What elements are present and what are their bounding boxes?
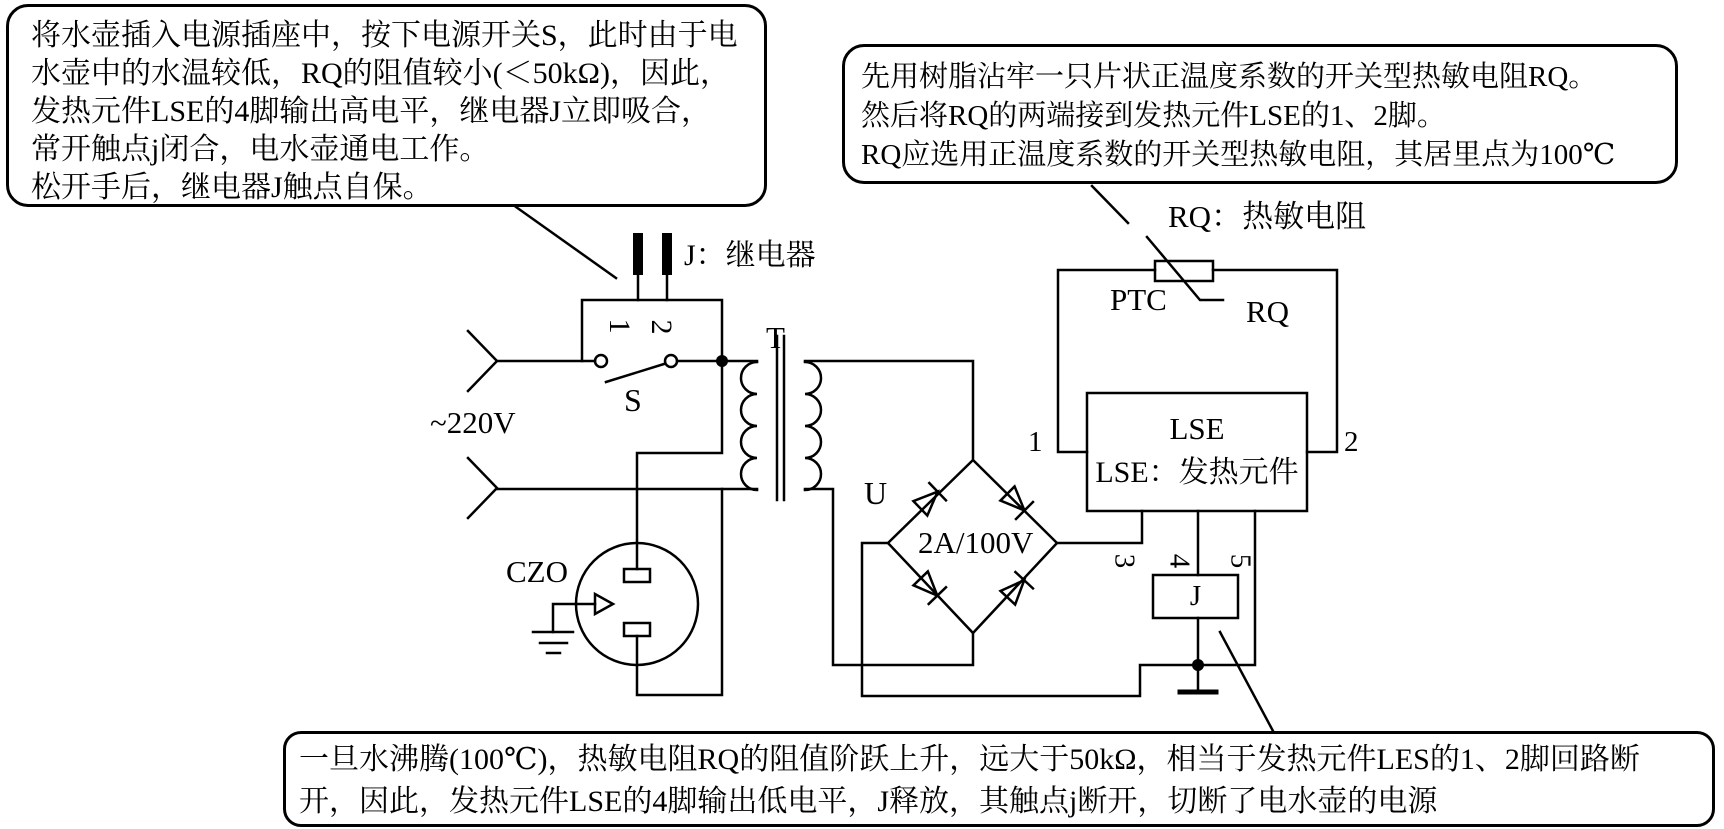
diode: [912, 483, 946, 517]
lse-pin-3: 3: [1108, 553, 1141, 569]
callout-line: 一旦水沸腾(100℃)，热敏电阻RQ的阻值阶跃上升，远大于50kΩ，相当于发热元件LES的1、2脚回路断: [299, 743, 1640, 776]
thermistor-type-label: PTC: [1110, 282, 1167, 317]
leader-bottom: [1220, 632, 1273, 731]
mains-wires: [497, 361, 757, 489]
callout-bottom: [283, 731, 1715, 827]
junction-dot: [1192, 659, 1204, 671]
callout-line: 将水壶插入电源插座中，按下电源开关S，此时由于电: [31, 19, 738, 52]
primary-winding: [741, 362, 757, 490]
callout-line: 开，因此，发热元件LSE的4脚输出低电平，J释放，其触点j断开，切断了电水壶的电源: [299, 785, 1438, 818]
socket-feed-wires: [637, 361, 722, 695]
core-lines: [777, 336, 784, 500]
power-switch: [595, 355, 677, 382]
switch-label: S: [624, 382, 642, 418]
callout-line: 水壶中的水温较低，RQ的阻值较小(＜50kΩ)，因此，: [31, 57, 730, 90]
lse-pin-1: 1: [1028, 426, 1043, 458]
callout-line: 常开触点j闭合，电水壶通电工作。: [31, 133, 490, 166]
thermistor-ref-label: RQ: [1246, 294, 1290, 329]
thermistor-caption: RQ：热敏电阻: [1168, 199, 1367, 234]
lse-pin-4: 4: [1163, 553, 1196, 569]
secondary-winding: [805, 362, 821, 490]
earth-ground-symbol: [533, 632, 573, 653]
relay-contact-pin-1: 1: [603, 318, 636, 334]
earth-pin-arrow: [595, 594, 613, 614]
socket-label: CZO: [506, 554, 568, 589]
callout-line: 发热元件LSE的4脚输出高电平，继电器J立即吸合，: [31, 95, 712, 128]
relay-coil-label: J: [1189, 580, 1202, 612]
mains-voltage-label: ~220V: [430, 405, 516, 440]
heater-name-label: LSE: [1169, 411, 1225, 446]
leader-top-right: [1092, 186, 1128, 223]
callout-top-left: [6, 4, 767, 207]
heater-caption-label: LSE：发热元件: [1095, 456, 1299, 489]
lse-pin-2: 2: [1344, 426, 1359, 458]
relay-contact-caption: J：继电器: [684, 239, 816, 272]
secondary-wires: [805, 361, 973, 665]
callout-top-right: [842, 44, 1678, 184]
thermistor-body: [1155, 261, 1213, 281]
callout-line: 先用树脂沾牢一只片状正温度系数的开关型热敏电阻RQ。: [861, 61, 1598, 93]
leader-top-left: [516, 207, 616, 278]
relay-contact-pin-2: 2: [645, 319, 678, 335]
callout-line: RQ应选用正温度系数的开关型热敏电阻，其居里点为100℃: [861, 139, 1616, 171]
callout-line: 然后将RQ的两端接到发热元件LSE的1、2脚。: [861, 100, 1446, 132]
rectifier-label: U: [864, 475, 888, 511]
callout-line: 松开手后，继电器J触点自保。: [31, 171, 433, 204]
lse-pin-5: 5: [1224, 553, 1257, 569]
rectifier-rating-label: 2A/100V: [918, 525, 1034, 560]
transformer-label: T: [766, 320, 785, 355]
